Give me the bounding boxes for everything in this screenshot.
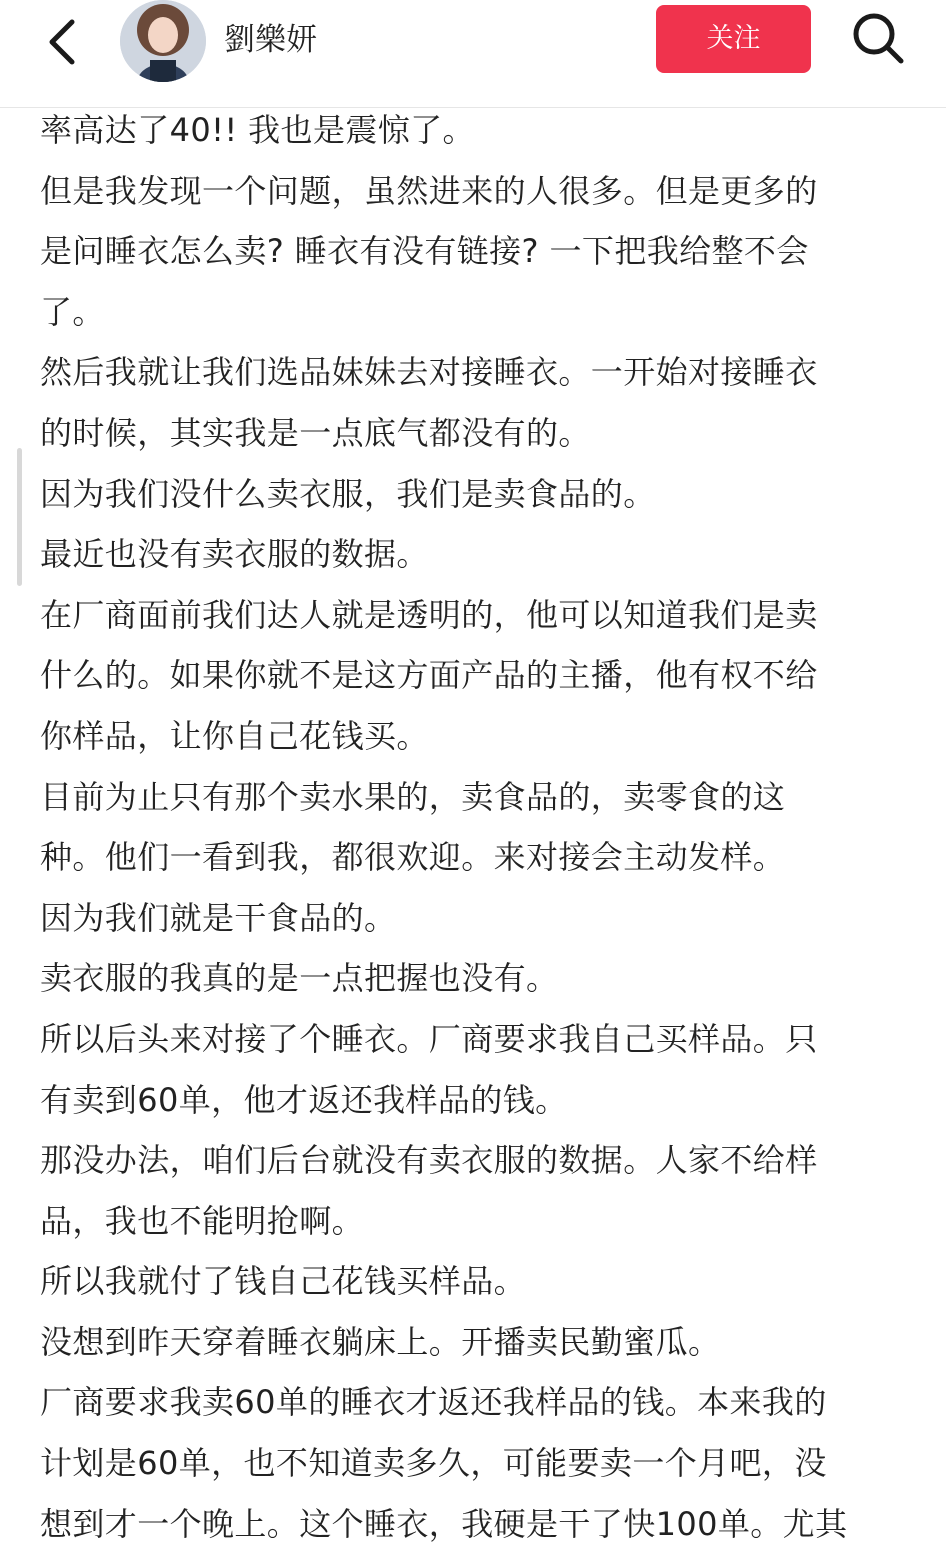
username[interactable]: 劉樂妍 xyxy=(224,22,317,58)
article-line: 所以我就付了钱自己花钱买样品。 xyxy=(40,1262,527,1301)
article-line: 厂商要求我卖60单的睡衣才返还我样品的钱。本来我的 xyxy=(40,1383,827,1422)
search-button[interactable] xyxy=(848,8,908,68)
article-line: 在厂商面前我们达人就是透明的，他可以知道我们是卖 xyxy=(40,595,818,634)
article-line: 了。 xyxy=(40,292,105,331)
article-line: 目前为止只有那个卖水果的，卖食品的，卖零食的这 xyxy=(40,777,786,816)
article-line: 但是我发现一个问题，虽然进来的人很多。但是更多的 xyxy=(40,171,818,210)
article-line: 什么的。如果你就不是这方面产品的主播，他有权不给 xyxy=(40,656,818,695)
article-line: 品，我也不能明抢啊。 xyxy=(40,1201,365,1240)
article-line: 没想到昨天穿着睡衣躺床上。开播卖民勤蜜瓜。 xyxy=(40,1322,721,1361)
article-line: 卖衣服的我真的是一点把握也没有。 xyxy=(40,959,559,998)
article-body xyxy=(40,100,920,1554)
top-bar xyxy=(0,0,946,108)
article-line: 有卖到60单，他才返还我样品的钱。 xyxy=(40,1080,568,1119)
article-line: 计划是60单，也不知道卖多久，可能要卖一个月吧，没 xyxy=(40,1444,827,1483)
avatar-image xyxy=(120,0,206,82)
article-line: 种。他们一看到我，都很欢迎。来对接会主动发样。 xyxy=(40,838,786,877)
article-line: 所以后头来对接了个睡衣。厂商要求我自己买样品。只 xyxy=(40,1019,818,1058)
follow-button[interactable]: 关注 xyxy=(656,5,811,73)
article-line: 最近也没有卖衣服的数据。 xyxy=(40,535,429,574)
article-line: 想到才一个晚上。这个睡衣，我硬是干了快100单。尤其 xyxy=(40,1504,848,1543)
chevron-left-icon xyxy=(38,14,94,70)
back-button[interactable] xyxy=(38,14,94,70)
avatar[interactable] xyxy=(120,0,206,82)
article-line: 那没办法，咱们后台就没有卖衣服的数据。人家不给样 xyxy=(40,1141,818,1180)
article-line: 然后我就让我们选品妹妹去对接睡衣。一开始对接睡衣 xyxy=(40,353,818,392)
article-line: 是问睡衣怎么卖? 睡衣有没有链接? 一下把我给整不会 xyxy=(40,232,809,271)
article-line: 因为我们没什么卖衣服，我们是卖食品的。 xyxy=(40,474,656,513)
article-line: 率高达了40!! 我也是震惊了。 xyxy=(40,111,475,149)
article-line: 的时候，其实我是一点底气都没有的。 xyxy=(40,413,591,452)
search-icon xyxy=(848,8,908,68)
scrollbar-thumb[interactable] xyxy=(17,448,22,586)
article-line: 因为我们就是干食品的。 xyxy=(40,898,397,937)
article-line: 你样品，让你自己花钱买。 xyxy=(40,716,429,755)
